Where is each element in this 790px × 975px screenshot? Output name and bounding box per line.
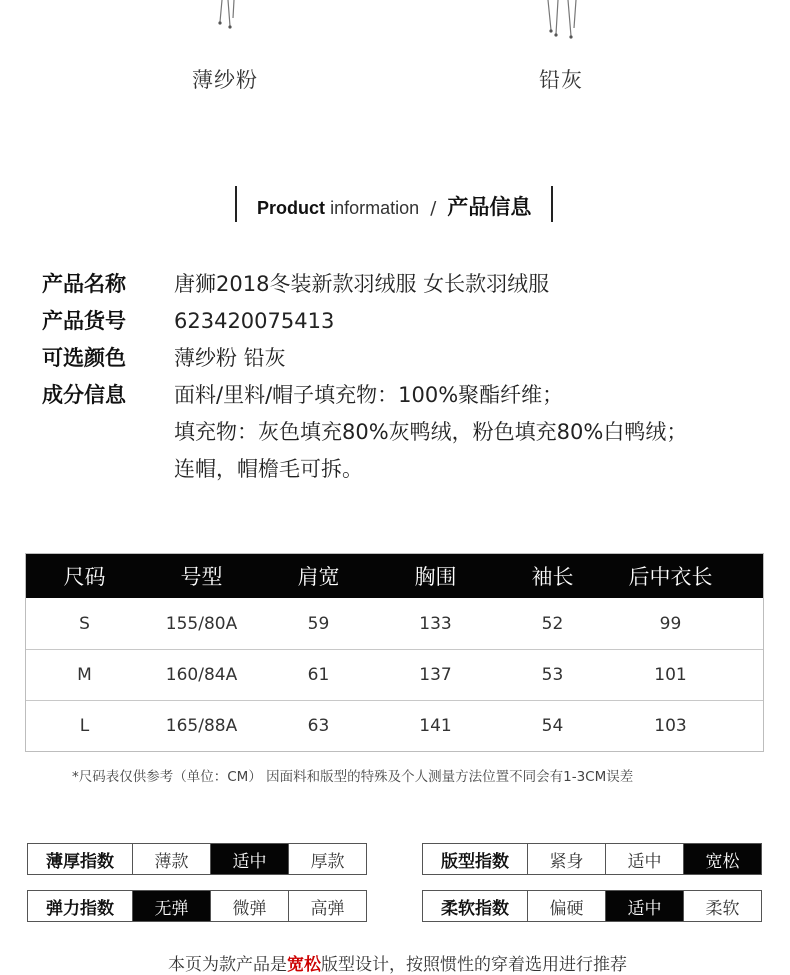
footer-text-highlight: 宽松 [287,955,321,975]
column-header: 胸围 [414,565,457,589]
info-value: 623420075413 [174,309,335,333]
column-header: 袖长 [531,565,574,589]
table-row [26,598,763,649]
table-row [26,649,763,700]
scale-title: 柔软指数 [441,898,509,919]
info-row-colors [42,340,687,377]
info-label: 可选颜色 [42,346,126,370]
section-header-product-info [235,186,553,222]
info-label: 产品名称 [42,272,126,296]
scale-option: 偏硬 [527,891,605,921]
scale-option-selected: 适中 [210,844,288,874]
footer-text-pre: 本页为款产品是 [168,955,287,975]
info-row-composition [42,377,687,488]
info-value: 薄纱粉 铅灰 [174,346,286,370]
footer-text-post: 版型设计，按照惯性的穿着选用进行推荐 [321,955,627,975]
column-header: 号型 [180,565,223,589]
table-cell: 160/84A [165,665,238,685]
info-label: 产品货号 [42,309,126,333]
scale-option: 薄款 [132,844,210,874]
product-info-list [42,266,687,488]
table-cell: M [77,665,92,685]
fit-scale [422,843,762,875]
info-label: 成分信息 [42,383,126,407]
table-cell: 54 [541,716,564,736]
color-label-pink: 薄纱粉 [192,68,258,92]
header-en-thin: information [330,198,420,218]
table-cell: 99 [659,613,682,634]
table-cell: 141 [419,716,452,736]
info-row-name [42,266,687,303]
size-table [25,553,764,752]
scale-option: 紧身 [527,844,605,874]
scale-option: 高弹 [288,891,366,921]
table-cell: 103 [654,716,687,736]
header-en-bold: Product [257,198,326,218]
table-cell: 59 [307,613,330,634]
info-value: 面料/里料/帽子填充物：100%聚酯纤维； [174,383,564,407]
fit-recommendation-text [168,950,627,975]
table-cell: 61 [307,665,330,685]
header-cn-title: 产品信息 [447,195,532,219]
scale-option-selected: 宽松 [683,844,761,874]
table-cell: S [79,613,90,634]
info-value: 填充物：灰色填充80%灰鸭绒，粉色填充80%白鸭绒； [174,420,688,444]
scale-option-selected: 适中 [605,891,683,921]
column-header: 肩宽 [297,565,340,589]
header-divider-left [235,186,237,222]
header-divider-right [551,186,553,222]
table-cell: 101 [654,665,687,685]
softness-scale [422,890,762,922]
column-header: 尺码 [63,565,106,589]
elasticity-scale [27,890,367,922]
thickness-scale [27,843,367,875]
table-cell: 137 [419,665,452,685]
table-cell: 52 [541,613,564,634]
size-table-body [26,598,763,751]
table-row [26,700,763,751]
info-row-sku [42,303,687,340]
table-cell: 133 [419,613,452,634]
info-value: 唐狮2018冬装新款羽绒服 女长款羽绒服 [174,272,550,296]
scale-option: 适中 [605,844,683,874]
table-cell: 63 [307,716,330,736]
scale-option-selected: 无弹 [132,891,210,921]
header-slash: / [430,198,437,219]
info-value: 连帽，帽檐毛可拆。 [174,457,363,481]
table-cell: 165/88A [165,716,238,736]
scale-title: 版型指数 [441,851,509,872]
table-cell: 155/80A [165,613,238,634]
size-note: *尺码表仅供参考（单位：CM） 因面料和版型的特殊及个人测量方法位置不同会有1-3CM误差 [72,769,634,785]
scale-option: 微弹 [210,891,288,921]
scale-title: 弹力指数 [46,898,114,919]
size-table-header [26,554,763,598]
scale-option: 柔软 [683,891,761,921]
column-header: 后中衣长 [628,565,713,589]
product-photo-fragments [0,0,790,40]
scale-option: 厚款 [288,844,366,874]
color-label-gray: 铅灰 [539,68,583,92]
scale-title: 薄厚指数 [46,851,114,872]
table-cell: 53 [541,665,564,685]
table-cell: L [79,716,90,736]
